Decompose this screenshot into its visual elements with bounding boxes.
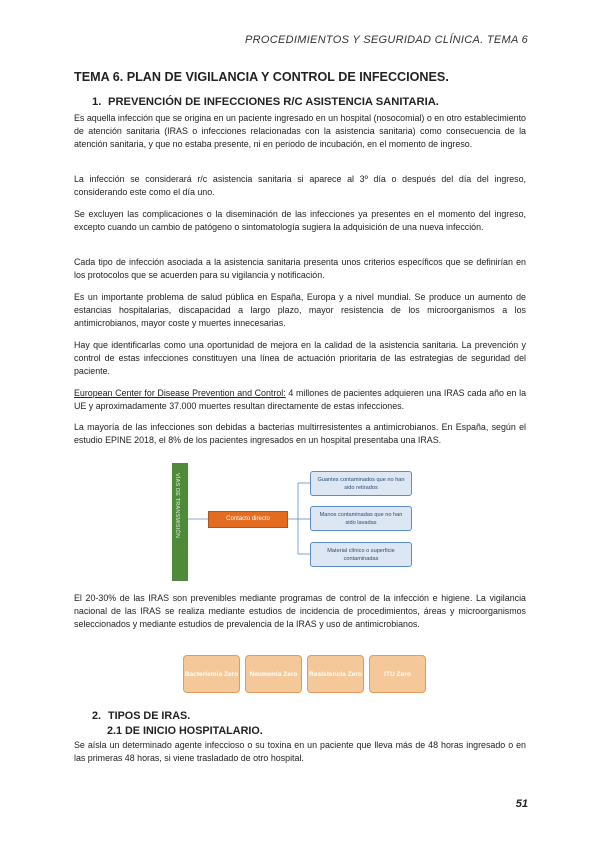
section-number: 2. <box>92 710 102 722</box>
paragraph-hospital-onset: Se aísla un determinado agente infeccioso o su toxina en un paciente que lleva más de 48 horas ingresado o en las primeras 48 horas, si viene trasladado de otro hospital. <box>74 740 526 764</box>
paragraph-preventable: El 20-30% de las IRAS son prevenibles mediante programas de control de la infección e higiene. La vigilancia nacional de las IRAS se realiza mediante estudios de incidencia de procedimientos, áreas y microorganismos seleccionados y mediante estudios de prevalencia de la IRAS y uso de antimicrobianos. <box>74 593 526 630</box>
transmission-vertical-label: VÍAS DE TRANSMISIÓN <box>174 473 180 539</box>
section-number: 1. <box>92 96 102 108</box>
section-title: TIPOS DE IRAS. <box>108 710 191 722</box>
paragraph-multiresistant: La mayoría de las infecciones son debidas a bacterias multirresistentes a antimicrobianos. En España, según el estudio EPINE 2018, el 8% de los pacientes ingresados en un hospital presentaba una IRAS. <box>74 422 526 446</box>
paragraph-public-health: Es un importante problema de salud pública en España, Europa y a nivel mundial. Se produce un aumento de estancias hospitalarias, discapacidad a largo plazo, mayor resistencia de los microorganismos a los antimicrobianos, mayor coste y muertes innecesarias. <box>74 292 526 329</box>
paragraph-improvement: Hay que identificarlas como una oportunidad de mejora en la calidad de la asistencia sanitaria. La prevención y control de estas infecciones constituyen una línea de actuación prioritaria de las estrategias de seguridad del paciente. <box>74 340 526 377</box>
ecdc-reference: European Center for Disease Prevention and Control: <box>74 388 286 398</box>
page-number: 51 <box>515 798 528 810</box>
section-title: PREVENCIÓN DE INFECCIONES R/C ASISTENCIA SANITARIA. <box>108 96 439 108</box>
hands-box: Manos contaminadas que no han sido lavadas <box>310 506 412 531</box>
resistencia-zero-box: Resistencia Zero <box>307 655 364 693</box>
neumonia-zero-box: Neumonía Zero <box>245 655 302 693</box>
section-heading-2 <box>92 710 190 722</box>
gloves-box: Guantes contaminados que no han sido retirados <box>310 471 412 496</box>
paragraph-criteria: Cada tipo de infección asociada a la asistencia sanitaria presenta unos criterios específicos que se definirían en los protocolos que se acuerden para su vigilancia y notificación. <box>74 257 526 281</box>
paragraph-third-day: La infección se considerará r/c asistencia sanitaria si aparece al 3º día o después del día del ingreso, considerando este como el día uno. <box>74 174 526 198</box>
zero-programs <box>183 655 426 693</box>
page-title: TEMA 6. PLAN DE VIGILANCIA Y CONTROL DE INFECCIONES. <box>74 70 449 84</box>
section-heading-1 <box>92 96 439 108</box>
paragraph-definition: Es aquella infección que se origina en un paciente ingresado en un hospital (nosocomial) o en otro establecimiento de atención sanitaria (IRAS o infecciones relacionadas con la asistencia sanitaria) como consecuencia de la atención sanitaria, y que no estaba presente, ni en periodo de incubación, en el momento de ingreso. <box>74 113 526 150</box>
ecdc-text: 4 millones de pacientes adquieren una IRAS cada año en la UE y aproximadamente 37.000 muertes resultan directamente de estas infecciones. <box>74 388 527 412</box>
contacto-directo-box: Contacto directo <box>208 511 288 528</box>
material-box: Material clínico o superficie contaminadas <box>310 542 412 567</box>
subsection-heading-2-1: 2.1 DE INICIO HOSPITALARIO. <box>107 725 263 737</box>
paragraph-ecdc <box>74 387 526 413</box>
itu-zero-box: ITU Zero <box>369 655 426 693</box>
paragraph-exclusions: Se excluyen las complicaciones o la diseminación de las infecciones ya presentes en el momento del ingreso, excepto cuando un cambio de patógeno o sintomatología sugiera la adquisición de una nueva infección. <box>74 209 526 233</box>
bacteriemia-zero-box: Bacteriemia Zero <box>183 655 240 693</box>
running-header: PROCEDIMIENTOS Y SEGURIDAD CLÍNICA. TEMA 6 <box>245 34 528 46</box>
transmission-diagram <box>172 463 422 581</box>
